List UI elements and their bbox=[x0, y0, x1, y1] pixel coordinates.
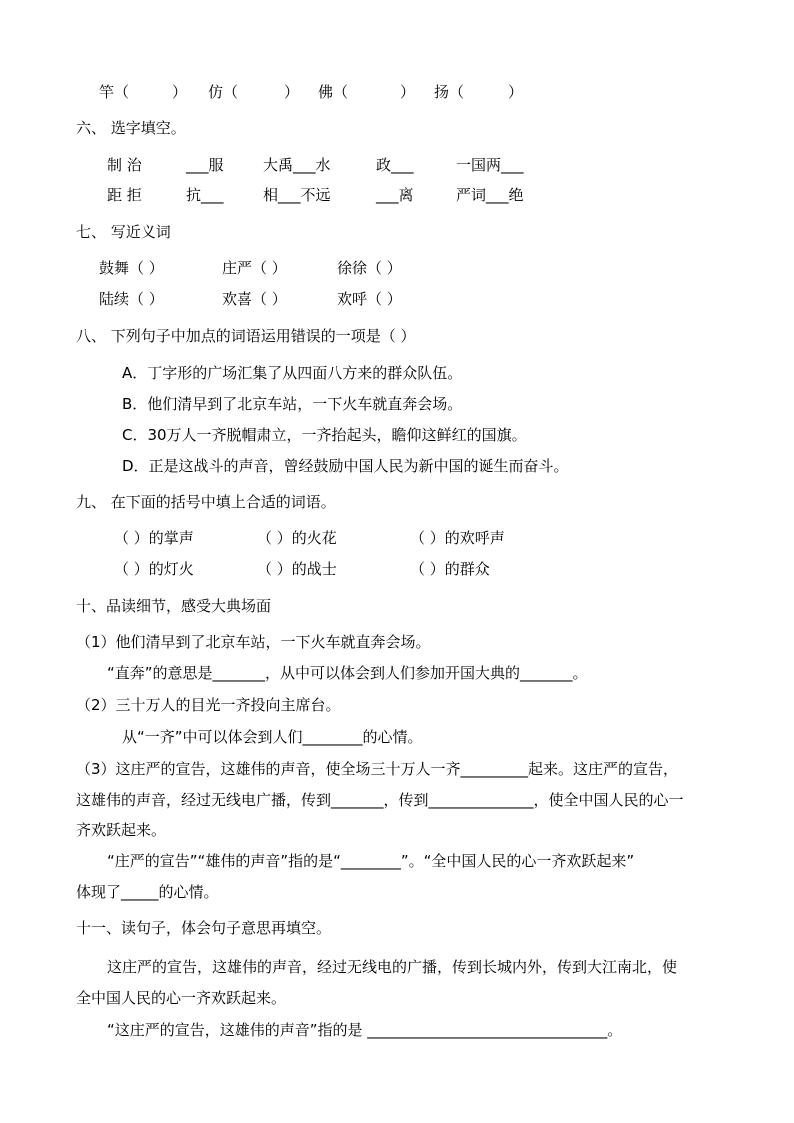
fill-item: 严词___绝 bbox=[456, 186, 524, 204]
fill-item: ___离 bbox=[376, 186, 414, 204]
question-3-line-1: （3）这庄严的宣告，这雄伟的声音，使全场三十万人一齐_________起来。这庄严的宣告， bbox=[76, 760, 679, 778]
section-11-paragraph-line-1: 这庄严的宣告，这雄伟的声音，经过无线电的广播，传到长城内外，传到大江南北，使 bbox=[107, 958, 678, 976]
question-3-answer-line-1: “庄严的宣告”“雄伟的声音”指的是“________”。“全中国人民的心一齐欢跃起来” bbox=[107, 852, 635, 870]
fill-phrase: （ ）的战士 bbox=[257, 560, 337, 578]
section-8-heading: 八、 下列句子中加点的词语运用错误的一项是（ ） bbox=[76, 327, 416, 345]
section-11-heading: 十一、读句子，体会句子意思再填空。 bbox=[76, 919, 332, 937]
question-3-line-2: 这雄伟的声音，经过无线电广播，传到_______，传到______________，使全中国人民的心一 bbox=[76, 791, 684, 809]
section-6-heading: 六、 选字填空。 bbox=[76, 119, 186, 137]
fill-phrase: （ ）的群众 bbox=[410, 560, 490, 578]
top-item-3-char: 佛（ bbox=[318, 83, 349, 101]
question-1-answer: “直奔”的意思是_______，从中可以体会到人们参加开国大典的_______。 bbox=[107, 664, 588, 682]
question-2-answer: 从“一齐”中可以体会到人们________的心情。 bbox=[122, 728, 423, 746]
top-item-1-char: 竿（ bbox=[99, 83, 130, 101]
top-item-3-close: ） bbox=[400, 83, 416, 101]
pair-label: 制 治 bbox=[107, 156, 142, 174]
synonym-item: 欢呼（ ） bbox=[337, 290, 402, 308]
fill-phrase: （ ）的灯火 bbox=[114, 560, 194, 578]
section-9-heading: 九、 在下面的括号中填上合适的词语。 bbox=[76, 493, 336, 511]
question-2: （2）三十万人的目光一齐投向主席台。 bbox=[76, 696, 341, 714]
top-item-2-char: 仿（ bbox=[208, 83, 239, 101]
option-b: B．他们清早到了北京车站，一下火车就直奔会场。 bbox=[122, 395, 463, 413]
fill-item: 抗___ bbox=[186, 186, 224, 204]
section-11-question: “这庄严的宣告，这雄伟的声音”指的是 ________________________________。 bbox=[107, 1021, 623, 1039]
fill-phrase: （ ）的掌声 bbox=[114, 529, 194, 547]
question-1: （1）他们清早到了北京车站，一下火车就直奔会场。 bbox=[76, 633, 431, 651]
pair-label: 距 拒 bbox=[107, 186, 142, 204]
synonym-item: 陆续（ ） bbox=[99, 290, 164, 308]
section-11-paragraph-line-2: 全中国人民的心一齐欢跃起来。 bbox=[76, 989, 287, 1007]
option-d: D．正是这战斗的声音，曾经鼓励中国人民为新中国的诞生而奋斗。 bbox=[122, 457, 569, 475]
fill-item: 相___不远 bbox=[263, 186, 331, 204]
fill-item: 一国两___ bbox=[456, 156, 524, 174]
fill-item: 大禹___水 bbox=[263, 156, 331, 174]
top-item-4-char: 扬（ bbox=[434, 83, 465, 101]
option-c: C．30万人一齐脱帽肃立，一齐抬起头，瞻仰这鲜红的国旗。 bbox=[122, 426, 527, 444]
section-10-heading: 十、品读细节，感受大典场面 bbox=[76, 597, 272, 615]
fill-phrase: （ ）的火花 bbox=[257, 529, 337, 547]
option-a: A．丁字形的广场汇集了从四面八方来的群众队伍。 bbox=[122, 364, 463, 382]
fill-phrase: （ ）的欢呼声 bbox=[410, 529, 505, 547]
section-7-heading: 七、 写近义词 bbox=[76, 223, 171, 241]
synonym-item: 庄严（ ） bbox=[222, 259, 287, 277]
top-item-4-close: ） bbox=[508, 83, 524, 101]
top-item-2-close: ） bbox=[284, 83, 300, 101]
question-3-line-3: 齐欢跃起来。 bbox=[76, 821, 167, 839]
synonym-item: 徐徐（ ） bbox=[337, 259, 402, 277]
top-item-1-close: ） bbox=[172, 83, 188, 101]
fill-item: 政___ bbox=[376, 156, 414, 174]
synonym-item: 欢喜（ ） bbox=[222, 290, 287, 308]
question-3-answer-line-2: 体现了_____的心情。 bbox=[76, 883, 219, 901]
synonym-item: 鼓舞（ ） bbox=[99, 259, 164, 277]
fill-item: ___服 bbox=[186, 156, 224, 174]
